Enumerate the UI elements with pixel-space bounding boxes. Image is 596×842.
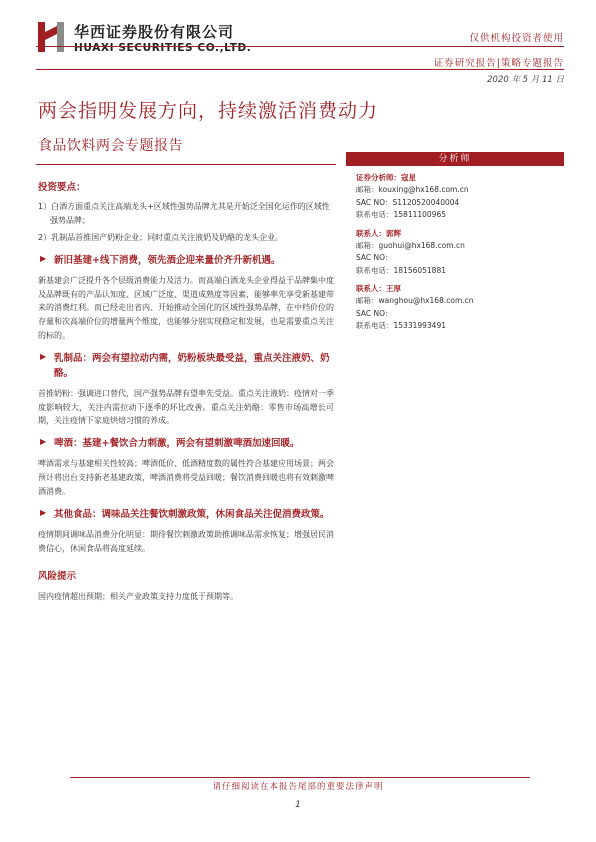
- section-body: 疫情期间调味品消费分化明显：期待餐饮刺激政策助推调味品需求恢复；增强居民消费信心，休闲食品将高度延续。: [38, 529, 334, 553]
- analyst-phone: 联系电话：18156051881: [356, 265, 446, 275]
- report-subtitle: 食品饮料两会专题报告: [38, 138, 183, 154]
- analyst-list: [346, 172, 564, 333]
- analyst-box-heading: 分析师: [346, 152, 564, 166]
- triangle-bullet-icon: ▶: [40, 507, 47, 517]
- section-heading: ▶ 其他食品：调味品关注餐饮刺激政策，休闲食品关注促消费政策。: [40, 507, 330, 520]
- legal-disclaimer-note: 请仔细阅读在本报告尾部的重要法律声明: [212, 782, 384, 792]
- company-name-en: HUAXI SECURITIES CO.,LTD.: [74, 42, 252, 54]
- highlights-heading: 投资要点：: [38, 182, 86, 193]
- analyst-role: 联系人：王厚: [356, 284, 401, 293]
- analyst-email[interactable]: 邮箱：wanghou@hx168.com.cn: [356, 296, 474, 306]
- company-name-cn: 华西证券股份有限公司: [74, 23, 235, 41]
- section-heading: ▶ 新旧基建+线下消费，领先酒企迎来量价齐升新机遇。: [40, 253, 281, 266]
- analyst-phone: 联系电话：15811100965: [356, 210, 446, 220]
- analyst-sac: SAC NO：: [356, 253, 393, 263]
- analyst-sac: SAC NO：S1120520040004: [356, 197, 460, 207]
- analyst-sac: SAC NO：: [356, 308, 393, 318]
- report-kind: 证券研究报告|策略专题报告: [433, 58, 564, 69]
- header-divider: [36, 69, 564, 70]
- list-item: 1）白酒方面重点关注高端龙头+区域性强势品牌尤其是开始泛全国化运作的区域性强势品牌；: [38, 202, 330, 226]
- analyst-entry: [356, 283, 564, 333]
- header-divider: [36, 46, 564, 47]
- subtitle-divider: [36, 164, 336, 165]
- report-date: 2020 年 5 月 11 日: [487, 75, 564, 85]
- analyst-role: 联系人：郭辉: [356, 228, 401, 238]
- triangle-bullet-icon: ▶: [40, 437, 47, 447]
- section-body: 新基建会广泛提升各个层级消费能力及活力。而高端白酒龙头企业得益于品牌集中度及品牌既有的产品认知度、区域广泛度、渠道成熟度等因素，能够率先享受新基建带来的消费红利。而已经走出省内、开始推动全国化的区域性强势品牌，在中档价位的存量和次高端价位的增量两个维度，也能够分别实现稳定和发展，也是需要重点关注的标的。: [38, 275, 334, 340]
- risk-body: 国内疫情超出预期；相关产业政策支持力度低于预期等。: [38, 591, 238, 601]
- footer-divider: [70, 777, 530, 778]
- risk-heading: 风险提示: [38, 571, 77, 583]
- analyst-phone: 联系电话：15331993491: [356, 321, 446, 331]
- section-heading: ▶ 啤酒：基建+餐饮合力刺激，两会有望刺激啤酒加速回暖。: [40, 437, 300, 450]
- analyst-email[interactable]: 邮箱：kouxing@hx168.com.cn: [356, 185, 469, 195]
- audience-note: 仅供机构投资者使用: [469, 33, 564, 44]
- section-body: 啤酒需求与基建相关性较高；啤酒低价、低酒精度数的属性符合基建应用场景；两会预计将出台支持新老基建政策，啤酒消费将受益回暖；餐饮消费回暖也将有效刺激啤酒消费。: [38, 459, 334, 496]
- analyst-email[interactable]: 邮箱：guohui@hx168.com.cn: [356, 240, 465, 250]
- analyst-entry: [356, 228, 564, 278]
- triangle-bullet-icon: ▶: [40, 351, 47, 361]
- analyst-role: 证券分析师：寇星: [356, 173, 416, 182]
- analyst-box: [346, 152, 564, 339]
- huaxi-logo-icon: [38, 22, 64, 52]
- highlights-list: [38, 200, 334, 244]
- analyst-entry: [356, 172, 564, 222]
- section-body: 首推奶粉：强调进口替代，国产强势品牌有望率先受益。重点关注液奶：疫情对一季度影响较大，关注内需拉动下逐季的环比改善。重点关注奶酪：零售市场高增长可期，关注疫情下家庭烘焙习惯的养成。: [38, 388, 334, 426]
- triangle-bullet-icon: ▶: [40, 253, 47, 263]
- page-number: 1: [295, 800, 301, 810]
- report-title: 两会指明发展方向，持续激活消费动力: [38, 100, 379, 122]
- section-heading: ▶ 乳制品：两会有望拉动内需，奶粉板块最受益，重点关注液奶、奶酪。: [40, 351, 330, 379]
- list-item: 2）乳制品首推国产奶粉企业；同时重点关注液奶及奶酪的龙头企业。: [38, 232, 284, 242]
- main-content: [38, 180, 334, 609]
